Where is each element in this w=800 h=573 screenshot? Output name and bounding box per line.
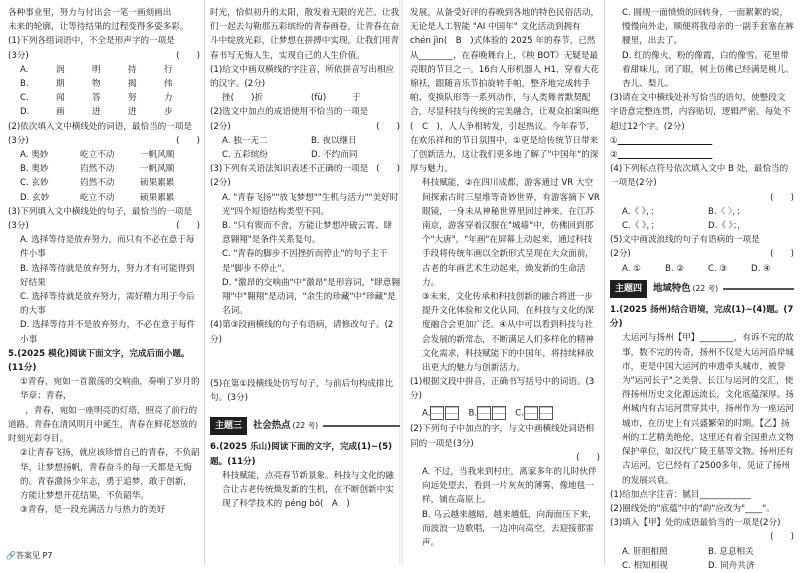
paragraph: ③青春，是一段充满活力与热力的美好 <box>20 505 166 516</box>
q2-options <box>8 148 200 205</box>
option: D.《 》；， <box>708 221 746 232</box>
pinyin-items <box>210 91 400 105</box>
question-7-header: 1.(2025 扬州)结合语境，完成(1)~(4)题。(7分) <box>610 305 794 330</box>
question-stem: (5)文中画波浪线的句子有语病的一项是 <box>610 235 760 246</box>
question-stem: (3)请在文中横线处补写恰当的语句，使整段文字语意完整连贯，内容贴切，逻辑严密。每处不超过12个字。(2分) <box>610 93 791 132</box>
answer-paren[interactable]: ( ) <box>576 452 600 463</box>
option-row: C. 闻 答 努 力 <box>20 93 173 104</box>
option: B. "只有锲而不舍，方能让梦想冲破云霄、肆意翱翔"是条件关系复句。 <box>222 221 393 246</box>
fill-blank[interactable] <box>618 150 713 160</box>
column-divider <box>204 0 205 565</box>
option: A.《 》，； <box>622 206 659 217</box>
q2-options <box>210 134 400 162</box>
section-points: (22 考) <box>292 421 319 431</box>
q3-options <box>210 191 400 319</box>
option: A. ① <box>622 263 641 274</box>
section-tag: 主题三 <box>210 417 247 435</box>
write-boxes: A. B. C. <box>410 406 600 421</box>
q7-options <box>610 545 794 573</box>
question-stem: (4)第③段画横线的句子有语病，请修改句子。(2分) <box>210 320 394 345</box>
paragraph: 发展。从备受好评的春晚到各地的特色民俗活动，无论是人工智能 "AI 中国年" 文化活动到拥有 chén jìn( B )式体验的 2025 年的春节，已然从________，在春晚舞台上，《秧 BOT》无疑是最亮眼的节目之一。16台人形机器人 H1，穿着大花棉袄，跟随音乐节拍旋转手帕，整齐地完成转手帕、变换队形等一系列动作，与人类舞者默契配合，尽显科技与传统的完美融合，让观众拍案叫绝( C )，人人争相转发，引起热议。今年春节，在欢乐祥和的节日氛围中，①更是给传统节日带来了创新活力，这让我们更多地了解了"中国年"的深厚与魅力。 <box>410 8 600 175</box>
question-6-header: 6.(2025 乐山)阅读下面的文字，完成(1)~(5)题。(11分) <box>210 442 393 467</box>
paragraph: 大运河与扬州【甲】________，有诉不完的故事，数不完的传奇，扬州不仅是大运河沿岸城市，更是中国大运河的申遗牵头城市，被誉为"运河长子"之美誉。长江与运河的交汇，使得扬州历史文化源远流长，文化底蕴深厚。扬州城内有古运河贯穿其中，扬州作为一座运河城市，在历史上有兴盛繁荣的时期。【乙】扬州的工艺精美绝伦，这里还有着全国重点文物保护单位，如汉代广陵王墓等文物。扬州还有古运河，它已经有了2500多年，见证了扬州的发展兴衰。 <box>622 333 794 486</box>
paragraph: 科技赋能，②在四川成都，游客通过 VR 大空间探索古时三星堆等奇妙世界，有游客摘下 VR 眼镜，一身未从神秘世界里回过神来。在江苏南京，游客穿着汉服在"城墙"中，仿佛回到那个"大唐"。"年画"在屏幕上动起来，通过科技手段将传统年画以全新形式呈现在大众面前，古老的年画艺术生动起来，焕发新的生命活力。 <box>422 178 600 288</box>
answer-space[interactable] <box>210 347 400 377</box>
question-stem: (3)下列有关语法知识表述不正确的一项是(2分) <box>210 164 369 189</box>
option: C. 五彩缤纷 <box>222 150 268 161</box>
column-3 <box>410 6 600 550</box>
answer-paren[interactable]: ( ) <box>176 50 200 61</box>
answer-paren[interactable]: ( ) <box>376 121 400 132</box>
answer-paren[interactable]: ( ) <box>176 135 200 146</box>
q1-options <box>8 63 200 120</box>
option-row: A. 润 明 持 行 <box>20 64 173 75</box>
q2-options <box>410 465 600 550</box>
option: A. "青春飞扬""放飞梦想""生机与活力""美好时光"四个短语结构类型不同。 <box>222 192 399 217</box>
question-5-header: 5.(2025 模化)阅读下面文字，完成后面小题。(11分) <box>8 348 190 374</box>
paragraph: 科技赋能，点亮春节新景象。科技与文化的融合让古老传统焕发新的生机，在不断创新中实现了科学技术的 péng bó( A ) <box>222 470 394 510</box>
question-stem: (1)给文中画双横线的字注音，所依拼音写出相应的汉字。(2分) <box>210 64 395 90</box>
q3-options <box>8 233 200 347</box>
option: C. 相知相视 <box>622 560 668 571</box>
section-title: 地域特色 <box>653 282 691 294</box>
question-stem: (2)圈线处的"底蕴"中的"韵"应改为"____"。 <box>610 503 775 514</box>
option: D. 红的像火，粉的像霞，白的像雪。花里带着甜味儿，闭了眼，树上仿佛已经满是桃儿、杏儿、梨儿。 <box>622 50 794 90</box>
text-line: 各种事业里，努力与付出会一笔一画刻画出 <box>8 8 172 18</box>
option-row: D. 玄妙 屹立不动 硕果累累 <box>20 192 175 203</box>
option: A. 肝胆相照 <box>622 546 668 557</box>
paragraph: 时光，恰似初升的太阳，散发着无限的光芒。让我们一起去勾勒那五彩缤纷的青春画卷，让青春在奋斗中绽放光彩，让梦想在拼搏中实现。让我们用青春书写无悔人生，实现自己的人生价值。 <box>210 8 400 61</box>
section-header-3 <box>210 417 400 435</box>
pinyin-item[interactable]: (fù) 于 <box>311 93 361 104</box>
option: B. 选择等待就是放弃努力，努力才有可能得到好结果 <box>20 263 195 288</box>
option-row: B. 奥妙 岿然不动 一帆风顺 <box>20 164 175 175</box>
write-box[interactable] <box>477 406 507 420</box>
option-row: C. 玄妙 岿然不动 硕果累累 <box>20 178 175 189</box>
question-stem: (2)下列句子中加点的字，与文中画横线处词语相同的一项是(3分) <box>410 424 595 449</box>
option: D. "激昂的交响曲"中"激昂"是形容词，"肆意翱翔"中"翱翔"是动词，"余生的珍藏"中"珍藏"是名词。 <box>222 277 400 317</box>
paragraph: ③未来，文化传承和科技创新的融合将进一步提升文化体验和文化认同，在科技与文化的深度融合会更加广泛。④从中可以看到科技与社会发展的新常态，不断满足人们多样化的精神文化需求，科技赋能下的中国年，将持续释放出更大的魅力与创新活力。 <box>422 292 594 374</box>
question-1-stem: (1)下列各组词语中，不全是形声字的一项是 <box>8 36 175 47</box>
question-stem: (5)在第①段横线处仿写句子，与前后句构成排比句。(3分) <box>210 378 394 404</box>
option-row: A. 奥妙 屹立不动 一帆风顺 <box>20 150 175 161</box>
option: B. 乌云越来越暗，越来越低，向海面压下来，而波浪一边歌唱，一边冲向高空，去迎接那雷声。 <box>422 509 597 549</box>
pinyin-item[interactable]: 挫( )折 <box>222 93 264 104</box>
option-row: B. 期 物 揭 伟 <box>20 79 173 90</box>
section-rule <box>323 425 400 427</box>
section-header-4 <box>610 280 794 298</box>
answer-paren[interactable]: ( ) <box>770 532 794 543</box>
points: (3分) <box>8 50 29 61</box>
column-2: 时光，恰似初升的太阳，散发着无限的光芒。让我们一起去勾勒那五彩缤纷的青春画卷，让青春在奋斗中绽放光彩，让梦想在拼搏中实现。让我们用青春书写无悔人生，实现自己的人生价值。 (1)给文中画双横线的字注音，所依拼音写出相应的汉字。(2分) 挫( )折 (fù) 于 (2)选文中加点的成语使用不恰当的一项是 (2分) ( ) A. 独一无二 B. 夜以继日 C. 五彩缤纷 D. 不约而同 (3)下列有关语法知识表述不正确的一项是(2分) ( ) A. "青春飞扬""放飞梦想""生机与活力""美好时光"四个短语结构类型不同。 B. "只有锲而不舍，方能让梦想冲破云霄、肆意翱翔"是条件关系复句。 C. "青春的脚步不因挫折而停止"的句子主干是"脚步不停止"。 D. "激昂的交响曲"中"激昂"是形容词，"肆意翱翔"中"翱翔"是动词，"余生的珍藏"中"珍藏"是名词。 (4)第③段画横线的句子有语病，请修改句子。(2分) (5)在第①段横线处仿写句子，与前后句构成排比句。(3分) 主题三 社会热点 (22 考) 6.(2025 乐山)阅读下面的文字，完成(1)~(5)题。(11分) 科技赋能，点亮春节新景象。科技与文化的融合让古老传统焕发新的生机，在不断创新中实现了科学技术的 péng bó( A ) <box>210 6 400 512</box>
section-points: (22 考) <box>692 283 719 293</box>
option: B. 夜以继日 <box>311 135 357 146</box>
question-stem: (3)填入【甲】处的成语最恰当的一项是(2分) <box>610 518 781 529</box>
option: D. 不约而同 <box>311 150 358 161</box>
option: D. 同舟共济 <box>708 560 755 571</box>
write-box[interactable] <box>430 406 460 420</box>
option: C. ③ <box>708 263 728 274</box>
option: D. ④ <box>751 263 771 274</box>
paragraph: ，青春，宛如一座明亮的灯塔，照亮了前行的道路。青春在清风明月中诞生，青春在鲜花怒放的时刻光彩夺目。 <box>8 405 198 445</box>
section-rule <box>723 288 794 290</box>
paragraph: ②让青春飞扬，就应该珍惜自己的青春，不负韶华，让梦想扬帆，青春奋斗的每一天都是无悔的。青春激扬少年志，勇于追梦，敢于创新，方能让梦想开花结果，不负韶华。 <box>20 448 200 501</box>
paragraph: ①青春，宛如一首激荡的交响曲，奏响了岁月的华章；青春， <box>20 377 200 402</box>
question-stem: (2)选文中加点的成语使用不恰当的一项是 <box>210 107 369 118</box>
section-tag: 主题四 <box>610 280 647 298</box>
option: C. 选择等待就是放弃努力，需好精力用于今后的大事 <box>20 292 195 317</box>
write-box[interactable] <box>524 406 554 420</box>
answer-reference: 🔗答案见 P7 <box>6 551 53 560</box>
answer-paren[interactable]: ( ) <box>376 164 400 175</box>
option: B. 息息相关 <box>708 546 754 557</box>
text-line: 未来的轮廓，让等待结果的过程变得多姿多彩。 <box>8 22 189 33</box>
answer-paren[interactable]: ( ) <box>770 192 794 203</box>
answer-paren[interactable]: ( ) <box>770 249 794 260</box>
option: C.《 》，； <box>622 221 660 232</box>
option: B.〈 〉，； <box>708 206 746 217</box>
option: C. 圆规一面愤愤的回转身，一面絮絮的说，慢慢向外走，顺便将我母亲的一副手套塞在裤腰里，出去了。 <box>622 8 794 47</box>
option: A. 独一无二 <box>222 135 268 146</box>
option: C. "青春的脚步不因挫折而停止"的句子主干是"脚步不停止"。 <box>222 249 388 274</box>
column-1: 各种事业里，努力与付出会一笔一画刻画出 未来的轮廓，让等待结果的过程变得多姿多彩。 (1)下列各组词语中，不全是形声字的一项是 (3分) ( ) A. 润 明 持 行 B. 期 物 揭 伟 C. 闻 答 努 力 D. 画 进 进 步 (2)依次填入文中横线处的词语，最恰当的一项是 (3分) ( ) A. 奥妙 屹立不动 一帆风顺 B. 奥妙 岿然不动 一帆风顺 C. 玄妙 岿然不动 硕果累累 D. 玄妙 屹立不动 硕果累累 (3)下列填入文中横线处的句子，最恰当的一项是 (3分) ( ) A. 选择等待是放弃努力，而只有不必在意于每件小事 B. 选择等待就是放弃努力，努力才有可能得到好结果 C. 选择等待就是放弃努力，需好精力用于今后的大事 D. 选择等待并不是放弃努力，不必在意于每件小事 5.(2025 模化)阅读下面文字，完成后面小题。(11分) ①青春，宛如一首激荡的交响曲，奏响了岁月的华章；青春， ，青春，宛如一座明亮的灯塔，照亮了前行的道路。青春在清风明月中诞生，青春在鲜花怒放的时刻光彩夺目。 ②让青春飞扬，就应该珍惜自己的青春，不负韶华，让梦想扬帆，青春奋斗的每一天都是无悔的。青春激扬少年志，勇于追梦，敢于创新，方能让梦想开花结果，不负韶华。 ③青春，是一段充满活力与热力的美好 <box>8 6 200 517</box>
option: A. 不过，当我来到村庄，离家多年的儿时伙伴向远处望去，看到一片灰灰的薄雾，像地毯一样，铺在高原上。 <box>422 467 597 506</box>
question-2-stem: (2)依次填入文中横线处的词语，最恰当的一项是 <box>8 121 193 132</box>
question-3-stem: (3)下列填入文中横线处的句子，最恰当的一项是 <box>8 206 193 217</box>
fill-blank[interactable] <box>618 136 713 146</box>
section-title: 社会热点 <box>253 420 291 432</box>
answer-paren[interactable]: ( ) <box>176 221 200 232</box>
link-icon: 🔗 <box>6 551 16 560</box>
question-stem: (4)下列标点符号依次填入文中 B 处，最恰当的一项是(2分) <box>610 164 789 189</box>
option-row: D. 画 进 进 步 <box>20 107 173 118</box>
q5-options <box>610 262 794 276</box>
column-4: C. 圆规一面愤愤的回转身，一面絮絮的说，慢慢向外走，顺便将我母亲的一副手套塞在裤腰里，出去了。 D. 红的像火，粉的像霞，白的像雪。花里带着甜味儿，闭了眼，树上仿佛已经满是桃儿、杏儿、梨儿。 (3)请在文中横线处补写恰当的语句，使整段文字语意完整连贯，内容贴切，逻辑严密。每处不超过12个字。(2分) ① ② (4)下列标点符号依次填入文中 B 处，最恰当的一项是(2分) ( ) A.《 》，； B.〈 〉，； C.《 》，； D.《 》；， (5)文中画波浪线的句子有语病的一项是 (2分) ( ) A. ① B. ② C. ③ D. ④ 主题四 地域特色 (22 考) 1.(2025 扬州)结合语境，完成(1)~(4)题。(7分) 大运河与扬州【甲】________，有诉不完的故事，数不完的传奇，扬州不仅是大运河沿岸城市，更是中国大运河的申遗牵头城市，被誉为"运河长子"之美誉。长江与运河的交汇，使得扬州历史文化源远流长，文化底蕴深厚。扬州城内有古运河贯穿其中，扬州作为一座运河城市，在历史上有兴盛繁荣的时期。【乙】扬州的工艺精美绝伦，这里还有着全国重点文物保护单位，如汉代广陵王墓等文物。扬州还有古运河，它已经有了2500多年，见证了扬州的发展兴衰。 (1)给加点字注音：腻目____________ (2)圈线处的"底蕴"中的"韵"应改为"____"。 (3)填入【甲】处的成语最恰当的一项是(2分) ( ) A. 肝胆相照 B. 息息相关 C. 相知相视 D. 同舟共济 <box>610 6 794 573</box>
answer-space[interactable] <box>210 405 400 413</box>
option: B. ② <box>665 263 685 274</box>
q4-options <box>610 205 794 233</box>
question-stem: (1)根据文段中拼音，正确书写括号中的词语。(3分) <box>410 377 595 402</box>
question-stem: (1)给加点字注音：腻目____________ <box>610 489 752 500</box>
option: A. 选择等待是放弃努力，而只有不必在意于每件小事 <box>20 235 195 260</box>
column-divider <box>604 0 605 565</box>
option: D. 选择等待并不是放弃努力，不必在意于每件小事 <box>20 320 196 345</box>
